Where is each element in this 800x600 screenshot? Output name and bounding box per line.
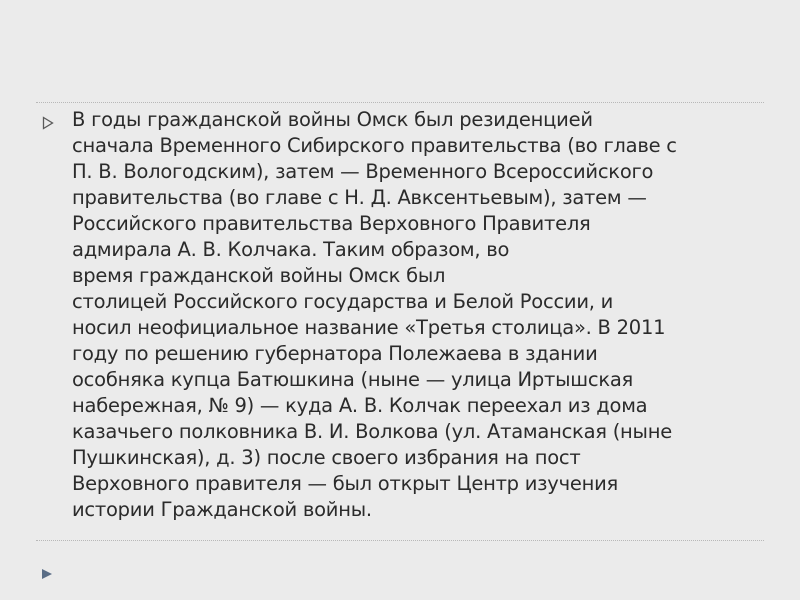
text-line: В годы гражданской войны Омск был резиденцией — [72, 108, 593, 131]
text-line: истории Гражданской войны. — [72, 498, 372, 521]
text-line: сначала Временного Сибирского правительства (во главе с — [72, 134, 677, 157]
text-line: адмирала А. В. Колчака. Таким образом, во — [72, 238, 510, 261]
text-line: Российского правительства Верховного Правителя — [72, 212, 591, 235]
text-line: столицей Российского государства и Белой России, и — [72, 290, 614, 313]
bottom-divider — [36, 540, 764, 541]
text-line: время гражданской войны Омск был — [72, 264, 446, 287]
text-line: П. В. Вологодским), затем — Временного Всероссийского — [72, 160, 654, 183]
text-line: особняка купца Батюшкина (ныне — улица Иртышская — [72, 368, 634, 391]
triangle-nav-arrow-icon[interactable] — [40, 567, 54, 581]
text-line: набережная, № 9) — куда А. В. Колчак переехал из дома — [72, 394, 648, 417]
text-line: Пушкинская), д. 3) после своего избрания на пост — [72, 446, 581, 469]
slide-body-text — [72, 107, 762, 523]
text-line: казачьего полковника В. И. Волкова (ул. Атаманская (ныне — [72, 420, 672, 443]
hollow-triangle-bullet-icon — [42, 116, 54, 130]
text-line: носил неофициальное название «Третья столица». В 2011 — [72, 316, 666, 339]
text-line: Верховного правителя — был открыт Центр изучения — [72, 472, 619, 495]
text-line: году по решению губернатора Полежаева в здании — [72, 342, 598, 365]
text-line: правительства (во главе с Н. Д. Авксентьевым), затем — — [72, 186, 647, 209]
top-divider — [36, 102, 764, 103]
